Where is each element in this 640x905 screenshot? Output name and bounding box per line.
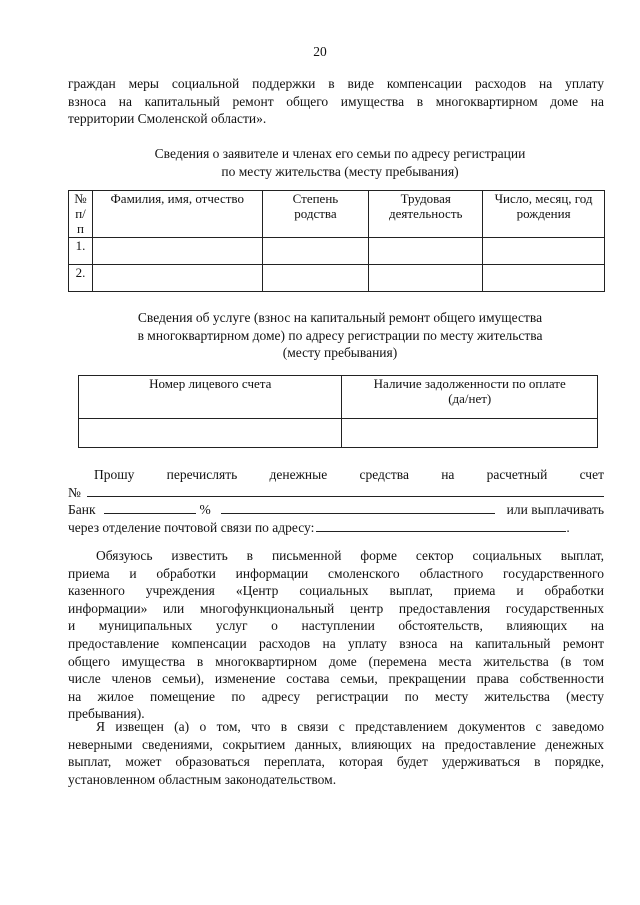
column-header-number: № п/п [69, 191, 93, 238]
table-header-row [79, 376, 598, 419]
heading-line: Сведения об услуге (взнос на капитальный ремонт общего имущества [137, 310, 543, 325]
table-row [69, 265, 605, 292]
column-header-relation: Степень родства [262, 191, 369, 238]
request-line: Прошу перечислять денежные средства на расчетный счет [94, 467, 604, 482]
obligation-paragraph: Обязуюсь известить в письменной форме сектор социальных выплат, приема и обработки информации смоленского областного государственного казенного учреждения «Центр социальных выплат, приема и обработки информации» или многофункциональный центр предоставления государственных и муниципальных услуг о наступлении обстоятельств, влияющих на предоставление компенсации расходов на уплату взноса на капитальный ремонт общего имущества в многоквартирном доме (перемена места жительства (в том числе членов семьи), изменение состава семьи, прекращении права собственности на жилое помещение по адресу регистрации по месту жительства (месту пребывания). [68, 548, 604, 722]
account-line: № [68, 484, 604, 502]
table-cell-input[interactable] [92, 265, 262, 292]
intro-paragraph [68, 75, 604, 128]
text-line: территории Смоленской области». [68, 111, 267, 127]
column-header-employment: Трудовая деятельность [369, 191, 483, 238]
service-table [78, 375, 598, 448]
family-heading [60, 145, 620, 180]
heading-line: (месту пребывания) [282, 345, 398, 361]
family-table [68, 190, 605, 292]
post-line: через отделение почтовой связи по адресу: . [68, 519, 570, 535]
bank-line: Банк % или выплачивать [68, 502, 604, 518]
percent-field[interactable] [221, 501, 495, 514]
table-cell-input[interactable] [369, 265, 483, 292]
table-cell-input[interactable] [262, 265, 369, 292]
text-line: граждан меры социальной поддержки в виде компенсации расходов на уплату [68, 76, 604, 91]
account-number-field[interactable] [87, 484, 604, 497]
payment-request [68, 466, 604, 536]
table-cell-input[interactable] [262, 238, 369, 265]
row-number: 1. [69, 238, 93, 265]
page-number: 20 [313, 44, 327, 59]
table-cell-input[interactable] [92, 238, 262, 265]
column-header-account: Номер лицевого счета [79, 376, 342, 419]
table-row [79, 419, 598, 448]
table-cell-input[interactable] [483, 238, 605, 265]
table-header-row [69, 191, 605, 238]
table-cell-input[interactable] [342, 419, 598, 448]
post-address-field[interactable] [316, 519, 566, 532]
column-header-birthdate: Число, месяц, год рождения [483, 191, 605, 238]
column-header-debt: Наличие задолженности по оплате (да/нет) [342, 376, 598, 419]
column-header-name: Фамилия, имя, отчество [92, 191, 262, 238]
text-line: взноса на капитальный ремонт общего имущества в многоквартирном доме на [68, 93, 604, 109]
table-cell-input[interactable] [79, 419, 342, 448]
table-cell-input[interactable] [369, 238, 483, 265]
notice-paragraph: Я извещен (а) о том, что в связи с представлением документов с заведомо неверными сведениями, сокрытием данных, влияющих на предоставление денежных выплат, может образоваться переплата, которая будет удерживаться в порядке, установленном областным законодательством. [68, 719, 604, 787]
heading-line: в многоквартирном доме) по адресу регистрации по месту жительства [137, 327, 543, 343]
bank-field[interactable] [104, 501, 196, 514]
row-number: 2. [69, 265, 93, 292]
table-cell-input[interactable] [483, 265, 605, 292]
service-heading [60, 309, 620, 362]
heading-line: Сведения о заявителе и членах его семьи по адресу регистрации [154, 146, 526, 161]
heading-line: по месту жительства (месту пребывания) [221, 163, 459, 179]
table-row [69, 238, 605, 265]
